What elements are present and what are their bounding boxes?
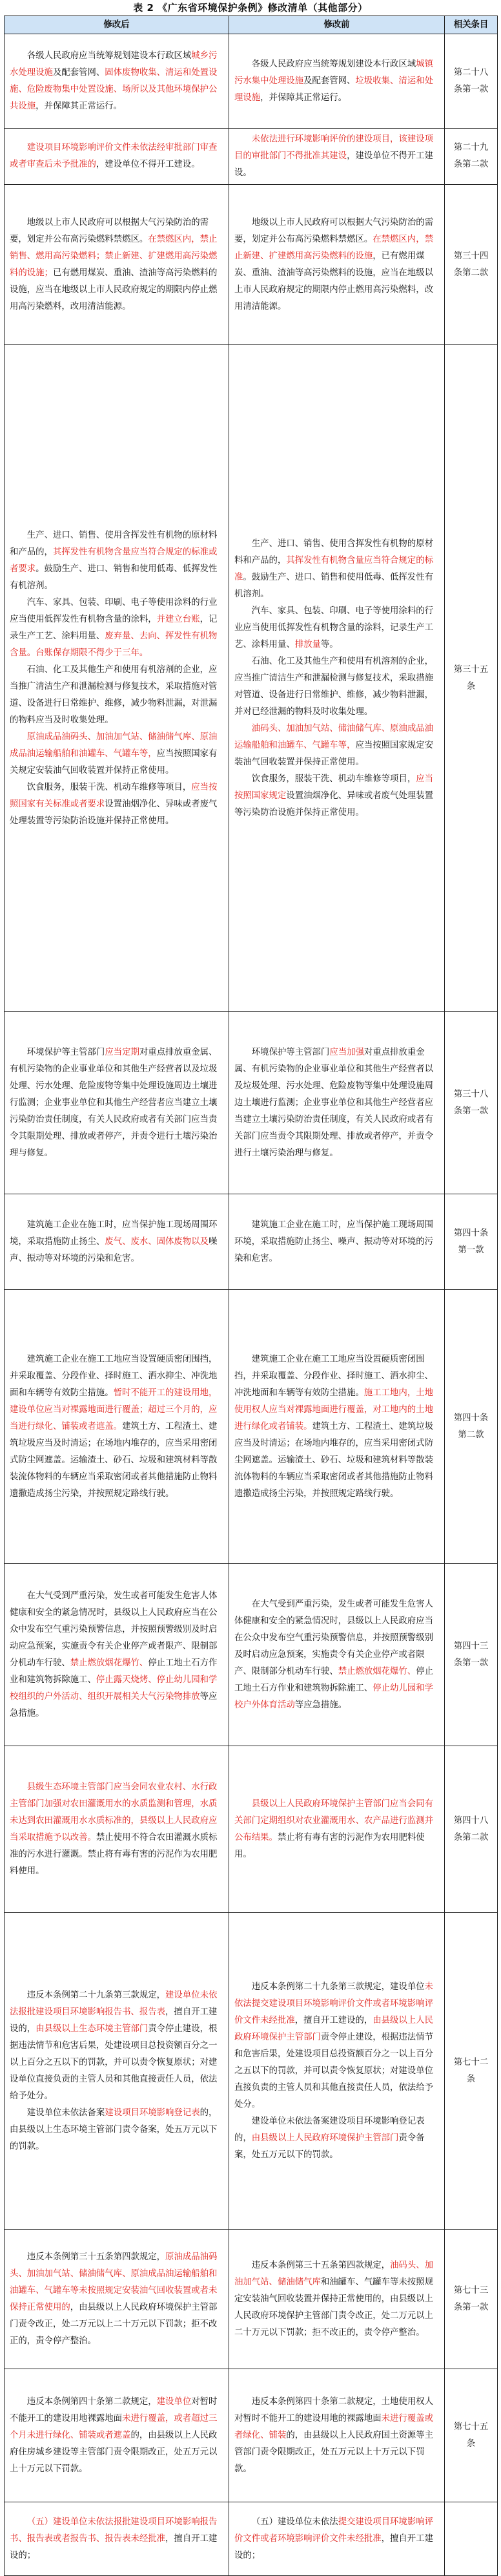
paragraph (234, 2257, 439, 2341)
paragraph (10, 1351, 223, 1503)
text: 地级以上市人民政府可以根据大气污染防治的需要，划定并公布高污染燃料禁燃区。 (10, 217, 209, 244)
text: 建筑土方、工程渣土、建筑垃圾应当及时清运；在场地内堆存的，应当采用密闭式防尘网遮盖。运输渣土、砂石、垃圾和建筑材料等散装流体物料的车辆应当采取密闭或者其他措施防止物料遗撒造成扬尘污染，并按照规定路线行驶。 (234, 1421, 433, 1499)
table-row (5, 129, 498, 185)
changed-text: 建设项目环境影响登记表 (105, 2107, 200, 2118)
header-article: 相关条目 (445, 16, 498, 34)
text: 噪声、振动等对环境的污染和危害。 (10, 1236, 218, 1263)
changed-text: 水质未达到农田灌溉用水水质标准的，县级以上人民政府应当采取措施予以改善。 (10, 1799, 218, 1842)
cell-article: 第七十五条 (445, 2369, 498, 2502)
text: 和油罐车、气罐车等未按照规定安装油气回收装置并保持正常使用的，由县级以上人民政府环境保护主管部门责令改正，处二万元以上二十万元以下罚款；拒不改正的，责令停产整治。 (234, 2277, 433, 2338)
changed-text: 提交建设项目环境影响评价文件或者环境影响评价文件未经批准 (234, 2517, 433, 2544)
changed-text: 停止幼儿园和学校户外体育活动 (234, 1683, 433, 1710)
cell-before (229, 1746, 445, 1913)
changed-text: 县级生态环境主管部门应当会同农业农村、水行政主管部门加强对农田灌溉用水的水质监测和管理， (10, 1782, 218, 1809)
paragraph (234, 603, 439, 653)
paragraph (10, 1987, 223, 2105)
paragraph (234, 2514, 439, 2564)
text: 的，由县级以上人民政府住房城乡建设等主管部门责令限期改正，处五万元以上十万元以下罚款。 (10, 2430, 218, 2474)
text: 应当按照国家规定安装油气回收装置并保持正常使用。 (234, 740, 433, 767)
cell-before (229, 2502, 445, 2576)
changed-text: 由县级以上人民政府环境保护主管部门 (251, 2133, 399, 2143)
cell-article: 第三十四条第二款 (445, 185, 498, 345)
cell-after (5, 1012, 229, 1194)
text: 违反本条例第三十五条第四款规定， (251, 2260, 391, 2270)
changed-text: 原油成品油码头、加油加气站、储油储气库、原油成品油运输船舶和油罐车、气罐车等， (10, 732, 218, 759)
cell-article (445, 2502, 498, 2576)
paragraph (234, 131, 439, 182)
paragraph (10, 779, 223, 830)
table-row (5, 1913, 498, 2230)
text: ，擅自开工建设的， (294, 2015, 373, 2025)
paragraph (234, 771, 439, 821)
text: 。鼓励生产、进口、销售和使用低毒、低挥发性有机溶剂。 (234, 572, 433, 599)
text: 及配套管网、 (303, 76, 356, 86)
text: 违反本条例第三十五条第四款规定， (26, 2252, 166, 2262)
text: 禁止使用不符合农田灌溉水质标准的污水进行灌溉。 (10, 1832, 218, 1859)
paragraph (10, 2514, 223, 2564)
text: 汽车、家具、包装、印刷、电子等使用涂料的行业应当使用低挥发性有机物含量的涂料，记录生产工艺、涂料用量、 (234, 606, 433, 649)
cell-after (5, 2230, 229, 2369)
changed-text: 并建立台账 (156, 614, 200, 624)
changed-text: 暂时不能开工的建设用地，建设单位应当对裸露地面进行覆盖；超过三个月的，应当进行绿化、铺装或者遮盖。 (10, 1388, 218, 1431)
paragraph (10, 527, 223, 595)
changed-text: 应当加强 (329, 1047, 364, 1057)
cell-article: 第四十条第二款 (445, 1290, 498, 1564)
text: 建筑施工企业在施工工地应当设置硬质密闭围挡，并采取覆盖、分段作业、择时施工、洒水抑尘、冲洗地面和车辆等有效防尘措施。 (10, 1354, 218, 1398)
changed-text: 县级以上人民政府环境保护主管部门应当会同有关部门定期组织对农业灌溉用水、农产品进行监测并公布结果。 (234, 1799, 433, 1842)
changed-text: 由县级以上人民政府环境保护主管部门 (234, 2015, 433, 2042)
paragraph (10, 2394, 223, 2478)
text: 责令备案，处五万元以下的罚款。 (234, 2133, 425, 2160)
text: 生产、进口、销售、使用含挥发性有机物的原材料和产品的， (234, 538, 433, 565)
text: 违反本条例第四十条第二款规定， (26, 2396, 157, 2407)
paragraph (234, 1596, 439, 1714)
text: 责令停止建设，根据违法情节和危害后果，处建设项目总投资额百分之一以上百分之五以下的罚款，并可以责令恢复原状；对建设单位直接负责的主管人员和其他直接责任人员，依法给予处分。 (10, 2023, 218, 2101)
text: 饮食服务，服装干洗、机动车维修等项目， (26, 782, 192, 792)
cell-after (5, 34, 229, 129)
changed-text: 建设单位未依法报批建设项目环境影响报告书、报告表 (10, 1990, 218, 2017)
paragraph (234, 721, 439, 771)
text: ，擅自开工建设的； (234, 2533, 433, 2560)
table-row (5, 1564, 498, 1746)
changed-text: 油码头、加油加气站、储油储气库 (234, 2260, 433, 2287)
text: 等。 (320, 639, 338, 649)
changed-text: 由县级以上生态环境主管部门 (36, 2023, 148, 2034)
text: 违反本条例第二十九条第三款规定，建设单位 (251, 1981, 425, 1992)
changed-text: 施工工地内，土地使用权人应当对裸露地面进行覆盖，对工地内的土地进行绿化或者铺装。 (234, 1388, 433, 1431)
changed-text: 垃圾收集、清运和处理设施 (234, 76, 433, 103)
changed-text: 未依法进行环境影响评价的建设项目，该建设项目的审批部门不得批准其建设 (234, 134, 433, 161)
cell-after (5, 1194, 229, 1290)
text: 违反本条例第四十条第二款规定，土地使用权人对暂时不能开工的建设用地的裸露地面 (234, 2396, 433, 2423)
cell-article: 第四十八条第二款 (445, 1746, 498, 1913)
table-title: 表 2 《广东省环境保护条例》修改清单（其他部分） (133, 2, 368, 14)
text: 各级人民政府应当统筹规划建设本行政区域 (26, 50, 192, 61)
text: 建筑施工企业在施工时，应当保护施工现场周围环境，采取措施防止扬尘、噪声、振动等对环境的污染和危害。 (234, 1219, 433, 1263)
text: 应当按照国家有关规定安装油气回收装置并保持正常使用。 (10, 748, 218, 776)
table-row (5, 2230, 498, 2369)
text: 及配套管网、 (52, 67, 105, 78)
paragraph (234, 536, 439, 603)
changed-text: 应当定期 (105, 1047, 139, 1057)
changed-text: 城乡污水处理设施 (10, 50, 218, 78)
table-body (5, 34, 498, 2576)
cell-after (5, 129, 229, 185)
text: ，建设单位不得开工建设。 (96, 160, 200, 169)
paragraph (10, 1044, 223, 1162)
paragraph (10, 215, 223, 315)
cell-article: 第七十二条 (445, 1913, 498, 2230)
changed-text: 未依法提交建设项目环境影响评价文件或者环境影响评价文件未经批准 (234, 1981, 433, 2025)
changed-text: 。台账保存期限不得少于三年。 (26, 648, 148, 658)
text: 对暂时不能开工的建设用地裸露地面 (10, 2396, 218, 2423)
text: （五）建设单位未依法 (251, 2517, 338, 2527)
text: 石油、化工及其他生产和使用有机溶剂的企业，应当推广清洁生产和泄漏检测与修复技术，采取措施对管道、设备进行日常维护、维修，减少物料泄漏，对泄漏的物料应当及时收集处理。 (10, 664, 218, 725)
text: ，并保障其正常运行。 (260, 92, 347, 103)
cell-before (229, 2230, 445, 2369)
changed-text: 建设项目环境影响评价文件未依法经审批部门审查或者审查后未予批准的 (10, 143, 218, 169)
paragraph (10, 595, 223, 662)
text: 禁止将有毒有害的污泥作为农用肥料使用。 (234, 1832, 425, 1859)
changed-text: 建设单位 (156, 2396, 192, 2407)
cell-article: 第四十三条第一款 (445, 1564, 498, 1746)
cell-after (5, 1913, 229, 2230)
text: ，擅自开工建设的； (10, 2533, 218, 2560)
cell-before (229, 34, 445, 129)
changed-text: 在禁燃区内，禁止销售、燃用高污染燃料；禁止新建、扩建燃用高污染燃料的设施； (10, 234, 218, 278)
changed-text: 禁止燃放烟花爆竹、 (70, 1658, 148, 1668)
cell-before (229, 185, 445, 345)
paragraph (234, 2394, 439, 2478)
table-row (5, 2369, 498, 2502)
cell-article: 第二十八条第一款 (445, 34, 498, 129)
text: 设置油烟净化、异味或者废气处理装置等污染防治设施并保持正常使用。 (10, 799, 218, 826)
changed-text: 其挥发性有机物含量应当符合规定的标准 (234, 555, 433, 582)
cell-before (229, 1564, 445, 1746)
header-after: 修改后 (5, 16, 229, 34)
cell-article: 第七十三条第一款 (445, 2230, 498, 2369)
changed-text: 未进行覆盖，或者超过三个月未进行绿化、铺装或者遮盖 (10, 2413, 218, 2440)
text: 各级人民政府应当统筹规划建设本行政区域 (251, 59, 416, 69)
text: 地级以上市人民政府可以根据大气污染防治的需要，划定并公布高污染燃料禁燃区。 (234, 217, 433, 244)
paragraph (234, 215, 439, 315)
paragraph (234, 1979, 439, 2113)
changed-text: 城镇污水集中处理设施 (234, 59, 433, 86)
changed-text: 未进行覆盖或者绿化、铺装 (234, 2413, 433, 2440)
text: 的，由县级以上人民政府国土资源等主管部门责令限期改正，处五万元以上十万元以下罚款。 (234, 2430, 433, 2474)
text: 对重点排放重金属、有机污染物的企业事业单位和其他生产经营者以及垃圾处理、污水处理、危险废物等集中处理设施周边土壤进行监测；企业事业单位和其他生产经营者应当建立土壤污染防治责任制度，有关人民政府或者有关部门应当责令其限期处理、排放或者停产，并责令进行土壤污染治理与修复。 (234, 1047, 433, 1158)
text: 汽车、家具、包装、印刷、电子等使用涂料的行业应当使用低挥发性有机物含量的涂料， (10, 597, 218, 624)
text: 禁止将有毒有害的污泥作为农用肥料使用。 (10, 1849, 218, 1876)
text: ，已有燃用煤炭、重油、渣油等高污染燃料的设施，应当在地级以上市人民政府规定的期限内停止燃用高污染燃料，改用清洁能源。 (234, 251, 433, 311)
text: 的，由县级以上生态环境主管部门责令备案，处五万元以下的罚款。 (10, 2107, 218, 2151)
text: 等应急措施。 (294, 1700, 347, 1710)
text: 在大气受到严重污染，发生或者可能发生危害人体健康和安全的紧急情况时，县级以上人民政府应当在公众中发布空气重污染预警信息，并按照预警级别及时启动应急预案，实施责令有关企业停产或者限产、限制部分机动车行驶、 (10, 1590, 218, 1668)
text: 环境保护等主管部门 (26, 1047, 105, 1057)
table-row (5, 1012, 498, 1194)
paragraph (10, 1588, 223, 1722)
text: 建筑施工企业在施工时，应当保护施工现场周围环境，采取措施防止扬尘、 (10, 1219, 218, 1247)
header-before: 修改前 (229, 16, 445, 34)
cell-before (229, 2369, 445, 2502)
cell-before (229, 345, 445, 1012)
text: 停止工地土石方作业和建筑物拆除施工、 (234, 1666, 433, 1693)
table-row (5, 1746, 498, 1913)
paragraph (10, 2105, 223, 2155)
paragraph (10, 662, 223, 729)
changed-text: 油码头、加油加气站、储油储气库、原油成品油运输船舶和油罐车、气罐车等， (234, 723, 433, 750)
paragraph (234, 1217, 439, 1267)
text: 石油、化工及其他生产和使用有机溶剂的企业，应当推广清洁生产和泄漏检测与修复技术，采取措施对管道、设备进行日常维护、维修，减少物料泄漏，并对已经泄漏的物料及时收集处理。 (234, 656, 433, 717)
text: ，并保障其正常运行。 (36, 101, 123, 111)
table-row (5, 1194, 498, 1290)
table-row (5, 1290, 498, 1564)
table-row (5, 185, 498, 345)
header-row (5, 16, 498, 34)
changed-text: 其挥发性有机物含量应当符合规定的标准或者要求 (10, 547, 218, 574)
text: 对重点排放重金属、有机污染物的企业事业单位和其他生产经营者以及垃圾处理、污水处理、危险废物等集中处理设施周边土壤进行监测；企业事业单位和其他生产经营者应当建立土壤污染防治责任制度，有关人民政府或者有关部门应当责令其限期处理、排放或者停产，并责令进行土壤污染治理与修复。 (10, 1047, 218, 1158)
changed-text: （五）建设单位未依法报批建设项目环境影响报告书、报告表或者报告书、报告表未经批准 (10, 2517, 218, 2544)
changed-text: 应当按照国家有关标准或者要求 (10, 782, 218, 809)
text: 设置油烟净化、异味或者废气处理装置等污染防治设施并保持正常使用。 (234, 790, 433, 818)
paragraph (10, 1779, 223, 1880)
changed-text: 在禁燃区内，禁止新建、扩建燃用高污染燃料的设施 (234, 234, 433, 261)
cell-after (5, 2502, 229, 2576)
cell-before (229, 1290, 445, 1564)
changed-text: 废气、废水、固体废物以及 (105, 1236, 209, 1247)
text: ，由县级以上人民政府环境保护主管部门责令改正，处二万元以上二十万元以下罚款；拒不改正的，责令停产整治。 (10, 2302, 218, 2346)
cell-article: 第三十八条第一款 (445, 1012, 498, 1194)
table-row (5, 34, 498, 129)
text: 饮食服务，服装干洗、机动车维修等项目， (251, 774, 416, 784)
changed-text: 排放量 (294, 639, 321, 649)
cell-after (5, 345, 229, 1012)
changed-text: 原油成品油码头、加油加气站、储油储气库、原油成品油运输船舶和油罐车、气罐车等未按照规定安装油气回收装置或者未保持正常使用的 (10, 2252, 218, 2312)
cell-before (229, 1194, 445, 1290)
paragraph (234, 1351, 439, 1503)
paragraph (234, 1796, 439, 1863)
cell-after (5, 1564, 229, 1746)
text: 违反本条例第二十九条第三款规定， (26, 1990, 166, 2000)
table-row (5, 345, 498, 1012)
cell-before (229, 1012, 445, 1194)
paragraph (10, 140, 223, 173)
text: 建筑土方、工程渣土、建筑垃圾应当及时清运；在场地内堆存的，应当采用密闭式防尘网遮盖。运输渣土、砂石、垃圾和建筑材料等散装流体物料的车辆应当采取密闭或者其他措施防止物料遗撒造成扬尘污染，并按照规定路线行驶。 (10, 1421, 218, 1499)
changed-text: 固体废物收集、清运和处置设施、危险废物集中处置设施、场所以及其他环境保护公共设施 (10, 67, 218, 111)
changed-text: 停止露天烧烤、停止幼儿园和学校组织的户外活动、组织开展相关大气污染物排放 (10, 1674, 218, 1702)
paragraph (10, 48, 223, 115)
text: 停止工地土石方作业和建筑物拆除施工、 (10, 1658, 218, 1685)
paragraph (234, 1044, 439, 1162)
paragraph (234, 653, 439, 721)
text: 责令停止建设，根据违法情节和危害后果，处建设项目总投资额百分之一以上百分之五以下的罚款，并可以责令恢复原状；对建设单位直接负责的主管人员和其他直接责任人员，依法给予处分。 (234, 2032, 433, 2109)
text: ，建设单位不得开工建设。 (234, 151, 433, 178)
paragraph (10, 1217, 223, 1267)
paragraph (10, 729, 223, 779)
text: 建筑施工企业在施工工地应当设置硬质密闭围挡，并采取覆盖、分段作业、择时施工、洒水抑尘、冲洗地面和车辆等有效防尘措施。 (234, 1354, 433, 1398)
text: 建设单位未依法备案建设项目环境影响登记表的， (234, 2116, 425, 2143)
text: 生产、进口、销售、使用含挥发性有机物的原材料和产品的， (10, 530, 218, 557)
cell-after (5, 2369, 229, 2502)
text: ，记录生产工艺、涂料用量、 (10, 614, 218, 641)
cell-article: 第三十五条 (445, 345, 498, 1012)
cell-after (5, 1290, 229, 1564)
cell-before (229, 1913, 445, 2230)
text: 等应急措施。 (10, 1691, 218, 1718)
text: 在大气受到严重污染，发生或者可能发生危害人体健康和安全的紧急情况时，县级以上人民政府应当在公众中发布空气重污染预警信息，并按照预警级别及时启动应急预案，实施责令有关企业停产或者限产、限制部分机动车行驶、 (234, 1599, 433, 1676)
changed-text: 禁止燃放烟花爆竹、 (338, 1666, 416, 1676)
text: 。鼓励生产、进口、销售和使用低毒、低挥发性有机溶剂。 (10, 564, 218, 591)
table-row (5, 2502, 498, 2576)
cell-after (5, 1746, 229, 1913)
text: 环境保护等主管部门 (251, 1047, 330, 1057)
paragraph (234, 2113, 439, 2164)
changed-text: 应当按照国家规定 (234, 774, 433, 801)
revision-table (4, 16, 498, 2576)
changed-text: 废弃量、去向、挥发性有机物含量 (10, 631, 218, 658)
text: 已有燃用煤炭、重油、渣油等高污染燃料的设施，应当在地级以上市人民政府规定的期限内停止燃用高污染燃料，改用清洁能源。 (10, 268, 218, 311)
paragraph (234, 56, 439, 107)
cell-article: 第四十条第一款 (445, 1194, 498, 1290)
text: ，擅自开工建设的， (10, 2007, 218, 2034)
cell-before (229, 129, 445, 185)
paragraph (10, 2249, 223, 2350)
cell-after (5, 185, 229, 345)
cell-article: 第二十九条第二款 (445, 129, 498, 185)
text: 建设单位未依法备案 (26, 2107, 105, 2118)
